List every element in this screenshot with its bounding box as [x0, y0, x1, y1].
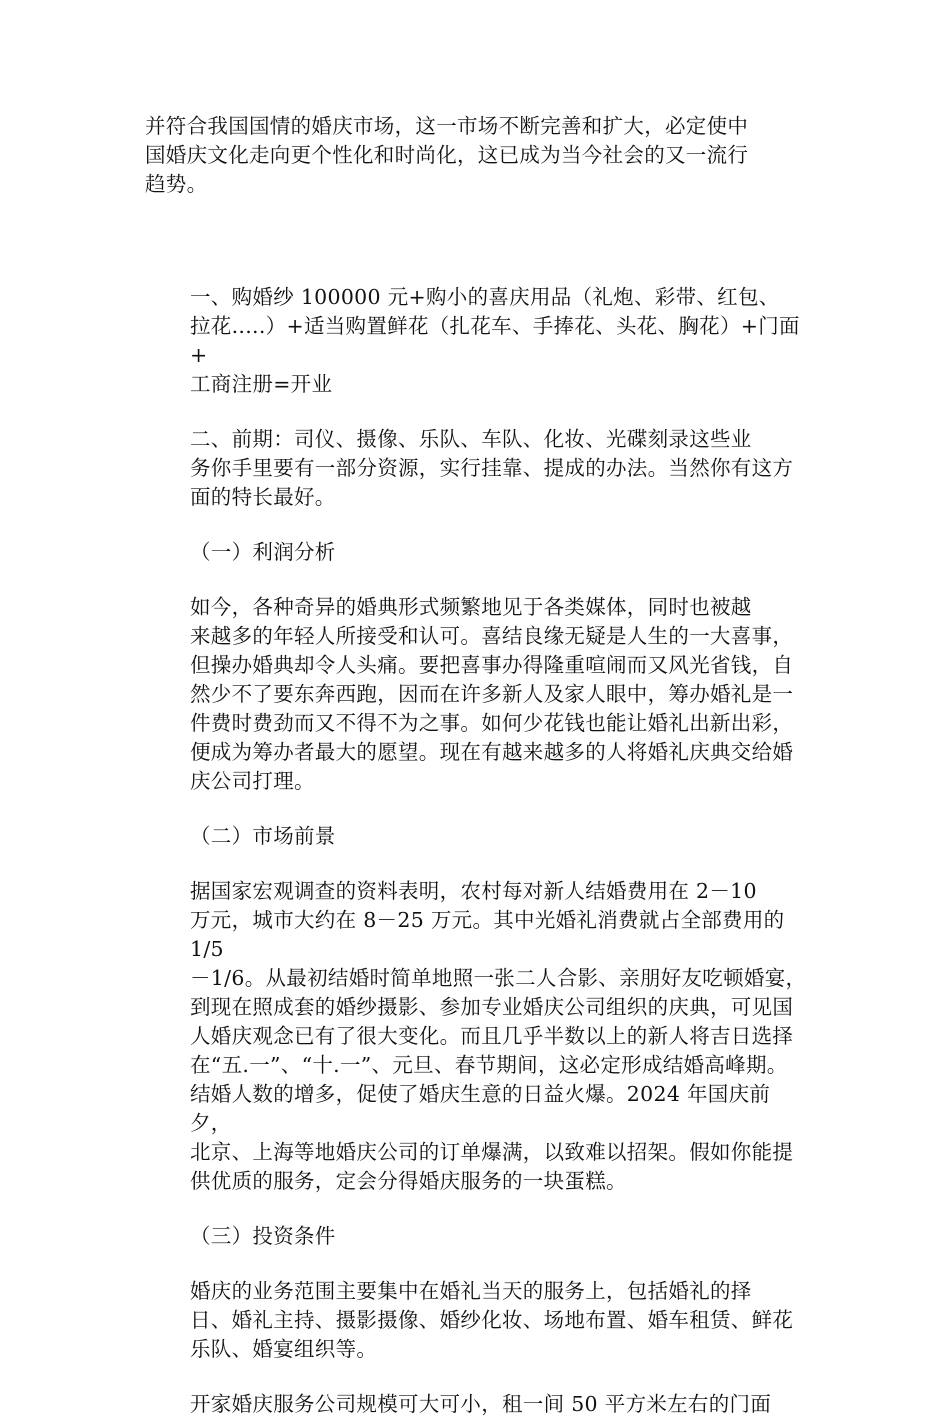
heading-profit-analysis: （一）利润分析 [190, 540, 336, 564]
paragraph-profit-analysis: 如今，各种奇异的婚典形式频繁地见于各类媒体，同时也被越 来越多的年轻人所接受和认可。喜结良缘无疑是人生的一大喜事， 但操办婚典却令人头痛。要把喜事办得隆重喧闹而又风光省钱，自 然少不了要东奔西跑，因而在许多新人及家人眼中，筹办婚礼是一 件费时费劲而又不得不为之事。如何少花钱也能让婚礼出新出彩， 便成为筹办者最大的愿望。现在有越来越多的人将婚礼庆典交给婚 庆公司打理。 [190, 595, 794, 793]
paragraph-company-scale: 开家婚庆服务公司规模可大可小，租一间 50 平方米左右的门面 [190, 1392, 772, 1416]
heading-market-outlook: （二）市场前景 [190, 824, 336, 848]
paragraph-business-scope: 婚庆的业务范围主要集中在婚礼当天的服务上，包括婚礼的择 日、婚礼主持、摄影摄像、婚纱化妆、场地布置、婚车租赁、鲜花 乐队、婚宴组织等。 [190, 1279, 794, 1361]
heading-investment-conditions: （三）投资条件 [190, 1224, 336, 1248]
paragraph-market-outlook: 据国家宏观调查的资料表明，农村每对新人结婚费用在 2－10 万元，城市大约在 8－25 万元。其中光婚礼消费就占全部费用的 1/5 －1/6。从最初结婚时简单地照一张二人合影、亲朋好友吃顿婚宴， 到现在照成套的婚纱摄影、参加专业婚庆公司组织的庆典，可见国 人婚庆观念已有了很大变化。而且几乎半数以上的新人将吉日选择 在“五.一”、“十.一”、元旦、春节期间，这必定形成结婚高峰期。 结婚人数的增多，促使了婚庆生意的日益火爆。2024 年国庆前夕， 北京、上海等地婚庆公司的订单爆满，以致难以招架。假如你能提 供优质的服务，定会分得婚庆服务的一块蛋糕。 [190, 879, 807, 1193]
paragraph-intro-continuation: 并符合我国国情的婚庆市场，这一市场不断完善和扩大，必定使中 国婚庆文化走向更个性化和时尚化，这已成为当今社会的又一流行 趋势。 [145, 114, 749, 196]
paragraph-early-stage: 二、前期：司仪、摄像、乐队、车队、化妆、光碟刻录这些业 务你手里要有一部分资源，实行挂靠、提成的办法。当然你有这方 面的特长最好。 [190, 427, 794, 509]
paragraph-startup-costs: 一、购婚纱 100000 元+购小的喜庆用品（礼炮、彩带、红包、 拉花.....）+适当购置鲜花（扎花车、手捧花、头花、胸花）+门面+ 工商注册=开业 [190, 285, 800, 396]
document-page [145, 112, 810, 1419]
